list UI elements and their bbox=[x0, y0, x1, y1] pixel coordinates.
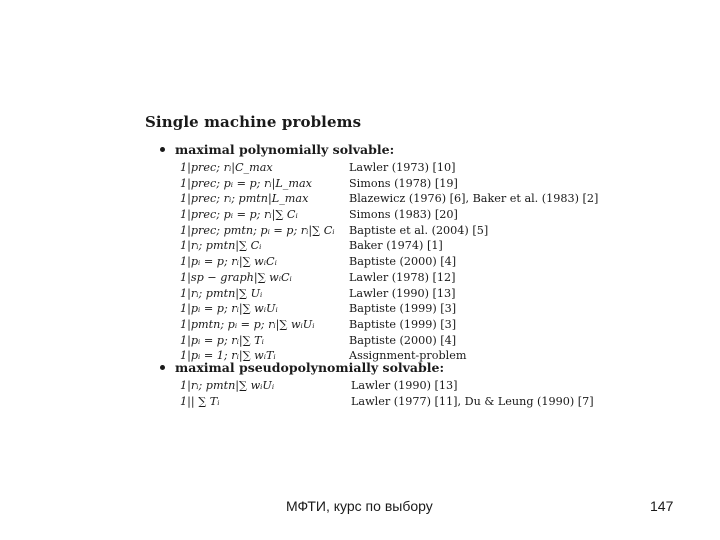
problem-row bbox=[180, 223, 598, 239]
problem-reference: Assignment-problem bbox=[349, 349, 467, 363]
problem-row bbox=[180, 333, 598, 349]
slide-title: Single machine problems bbox=[145, 113, 362, 131]
section-heading-row bbox=[160, 140, 598, 158]
problem-row bbox=[180, 317, 598, 333]
problem-reference: Baptiste (1999) [3] bbox=[349, 302, 457, 316]
problem-reference: Lawler (1978) [12] bbox=[349, 270, 456, 284]
problem-reference: Lawler (1973) [10] bbox=[349, 161, 456, 174]
problem-notation: 1|rᵢ; pmtn|∑ Cᵢ bbox=[180, 239, 262, 253]
problem-notation: 1|sp − graph|∑ wᵢCᵢ bbox=[180, 270, 292, 284]
page-number: 147 bbox=[650, 498, 674, 514]
problem-notation: 1|prec; pᵢ = p; rᵢ|∑ Cᵢ bbox=[180, 208, 298, 222]
problem-notation: 1|pᵢ = 1; rᵢ|∑ wᵢTᵢ bbox=[180, 349, 276, 363]
problem-reference: Simons (1978) [19] bbox=[349, 176, 458, 190]
problem-notation: 1|prec; rᵢ; pmtn|L_max bbox=[180, 192, 309, 206]
pseudopolynomial-section bbox=[160, 358, 594, 409]
problem-row bbox=[180, 254, 598, 270]
bullet-icon bbox=[160, 365, 165, 370]
section-heading-row bbox=[160, 358, 594, 376]
polynomial-section bbox=[160, 140, 598, 364]
problem-notation: 1|rᵢ; pmtn|∑ Uᵢ bbox=[180, 286, 263, 300]
problem-notation: 1|pᵢ = p; rᵢ|∑ Tᵢ bbox=[180, 333, 264, 347]
problem-reference: Lawler (1990) [13] bbox=[349, 286, 456, 300]
problem-reference: Simons (1983) [20] bbox=[349, 208, 458, 222]
problem-notation: 1|prec; pᵢ = p; rᵢ|L_max bbox=[180, 176, 312, 190]
problem-list bbox=[180, 160, 598, 364]
problem-reference: Blazewicz (1976) [6], Baker et al. (1983) [2] bbox=[349, 192, 599, 206]
problem-row bbox=[180, 160, 598, 176]
problem-row bbox=[180, 378, 594, 394]
problem-row bbox=[180, 301, 598, 317]
problem-notation: 1|rᵢ; pmtn|∑ wᵢUᵢ bbox=[180, 379, 275, 392]
problem-row bbox=[180, 238, 598, 254]
bullet-icon bbox=[160, 147, 165, 152]
problem-row bbox=[180, 286, 598, 302]
problem-row bbox=[180, 191, 598, 207]
problem-row bbox=[180, 176, 598, 192]
problem-notation: 1|prec; pmtn; pᵢ = p; rᵢ|∑ Cᵢ bbox=[180, 223, 335, 237]
problem-row bbox=[180, 394, 594, 410]
footer-course-label: МФТИ, курс по выбору bbox=[286, 498, 433, 514]
problem-notation: 1|prec; rᵢ|C_max bbox=[180, 161, 273, 174]
problem-reference: Lawler (1990) [13] bbox=[351, 379, 458, 392]
problem-notation: 1|pᵢ = p; rᵢ|∑ wᵢUᵢ bbox=[180, 302, 278, 316]
problem-row bbox=[180, 270, 598, 286]
problem-reference: Baptiste et al. (2004) [5] bbox=[349, 223, 489, 237]
problem-row bbox=[180, 207, 598, 223]
problem-reference: Baptiste (1999) [3] bbox=[349, 317, 457, 331]
problem-notation: 1|pmtn; pᵢ = p; rᵢ|∑ wᵢUᵢ bbox=[180, 317, 315, 331]
problem-list bbox=[180, 378, 594, 409]
problem-notation: 1|pᵢ = p; rᵢ|∑ wᵢCᵢ bbox=[180, 255, 277, 269]
problem-reference: Lawler (1977) [11], Du & Leung (1990) [7] bbox=[351, 394, 594, 408]
section-heading: maximal polynomially solvable: bbox=[175, 141, 395, 157]
problem-notation: 1|| ∑ Tᵢ bbox=[180, 394, 220, 408]
problem-reference: Baptiste (2000) [4] bbox=[349, 333, 457, 347]
problem-reference: Baker (1974) [1] bbox=[349, 239, 443, 253]
problem-reference: Baptiste (2000) [4] bbox=[349, 255, 457, 269]
section-heading: maximal pseudopolynomially solvable: bbox=[175, 359, 445, 375]
